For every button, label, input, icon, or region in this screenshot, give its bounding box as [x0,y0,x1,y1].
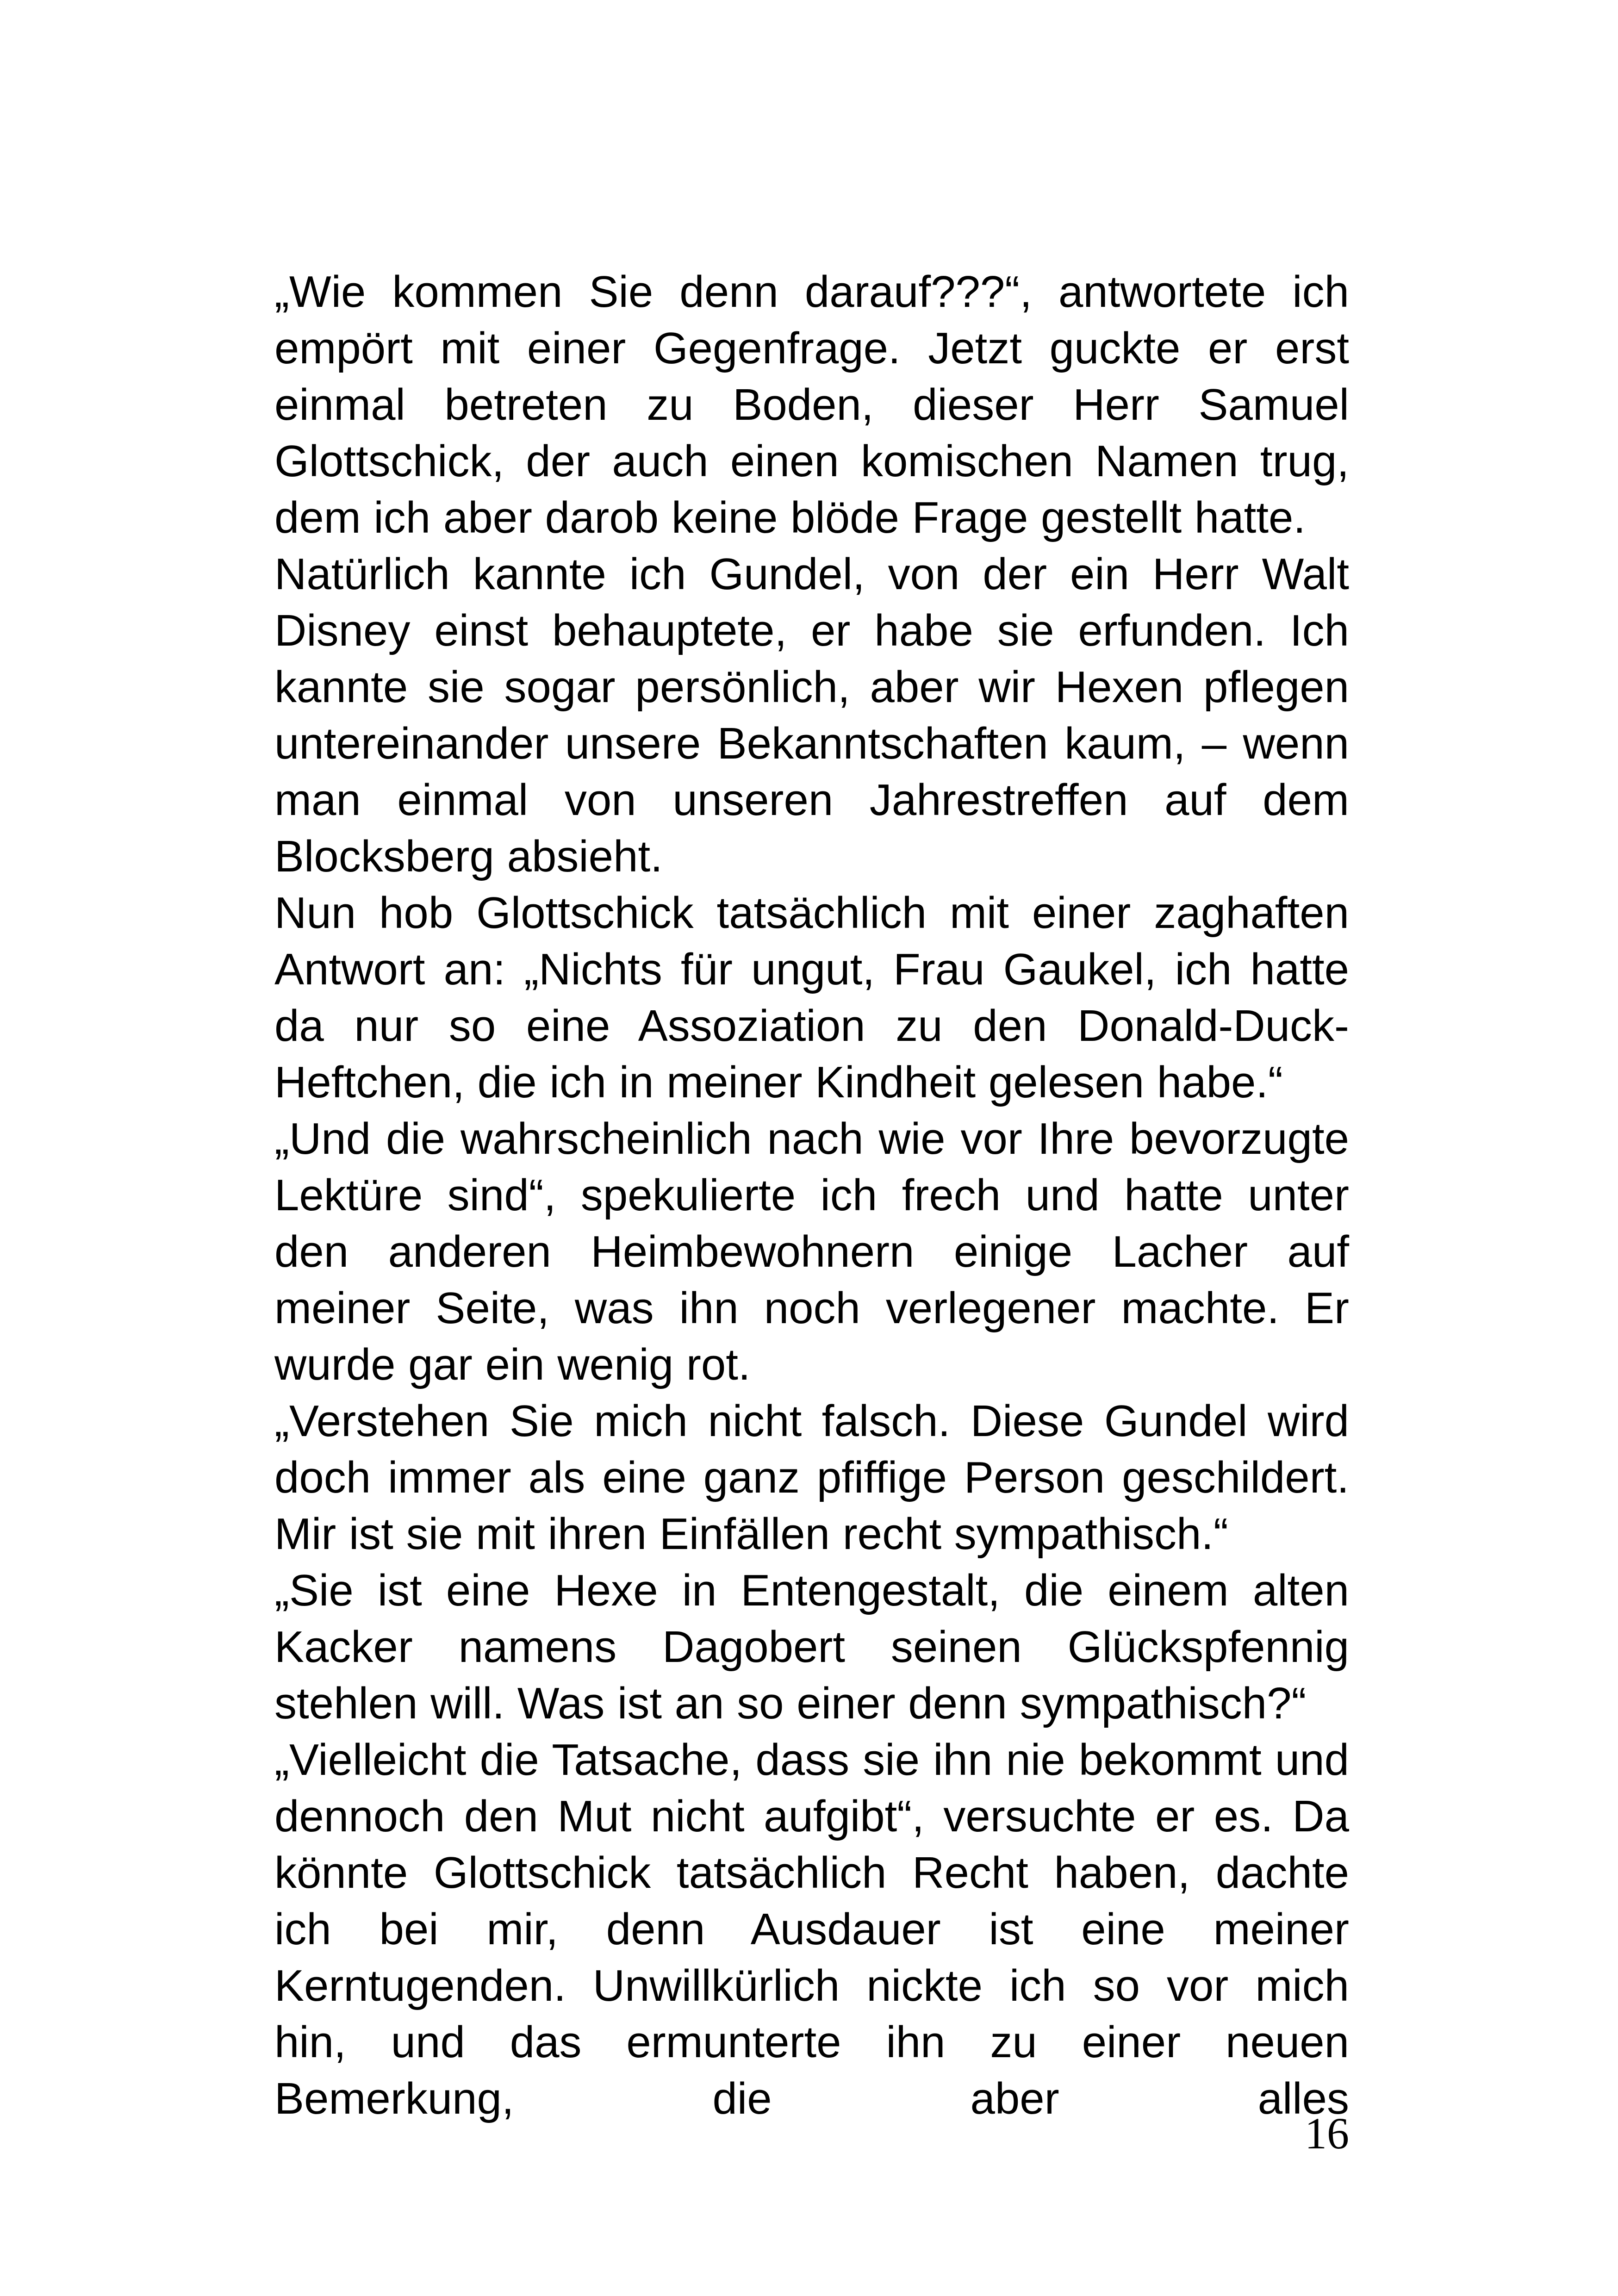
paragraph-last: „Vielleicht die Tatsache, dass sie ihn nie bekommt und dennoch den Mut nicht aufgibt“, versuchte er es. Da könnte Glottschick tatsächlich Recht haben, dachte ich bei mir, denn Ausdauer ist eine meiner Kerntugenden. Unwillkürlich nickte ich so vor mich hin, und das ermunterte ihn zu einer neuen Bemerkung, die aber alles [274,1735,1349,2123]
page-number: 16 [1305,2109,1349,2158]
paragraph: „Und die wahrscheinlich nach wie vor Ihre bevorzugte Lektüre sind“, spekulierte ich frech und hatte unter den anderen Heimbewohnern einige Lacher auf meiner Seite, was ihn noch verlegener machte. Er wurde gar ein wenig rot. [274,1114,1349,1389]
paragraph: „Wie kommen Sie denn darauf???“, antwortete ich empört mit einer Gegenfrage. Jetzt guckte er erst einmal betreten zu Boden, dieser Herr Samuel Glottschick, der auch einen komischen Namen trug, dem ich aber darob keine blöde Frage gestellt hatte. [274,267,1349,542]
paragraph: „Verstehen Sie mich nicht falsch. Diese Gundel wird doch immer als eine ganz pfiffige Person geschildert. Mir ist sie mit ihren Einfällen recht sympathisch.“ [274,1396,1349,1559]
paragraph: Natürlich kannte ich Gundel, von der ein Herr Walt Disney einst behauptete, er habe sie erfunden. Ich kannte sie sogar persönlich, aber wir Hexen pflegen untereinander unsere Bekanntschaften kaum, – wenn man einmal von unseren Jahrestreffen auf dem Blocksberg absieht. [274,549,1349,881]
paragraph: Nun hob Glottschick tatsächlich mit einer zaghaften Antwort an: „Nichts für ungut, Frau Gaukel, ich hatte da nur so eine Assoziation zu den Donald-Duck-Heftchen, die ich in meiner Kindheit gelesen habe.“ [274,888,1349,1107]
page-body-text [274,264,1349,2127]
paragraph: „Sie ist eine Hexe in Entengestalt, die einem alten Kacker namens Dagobert seinen Glückspfennig stehlen will. Was ist an so einer denn sympathisch?“ [274,1566,1349,1728]
